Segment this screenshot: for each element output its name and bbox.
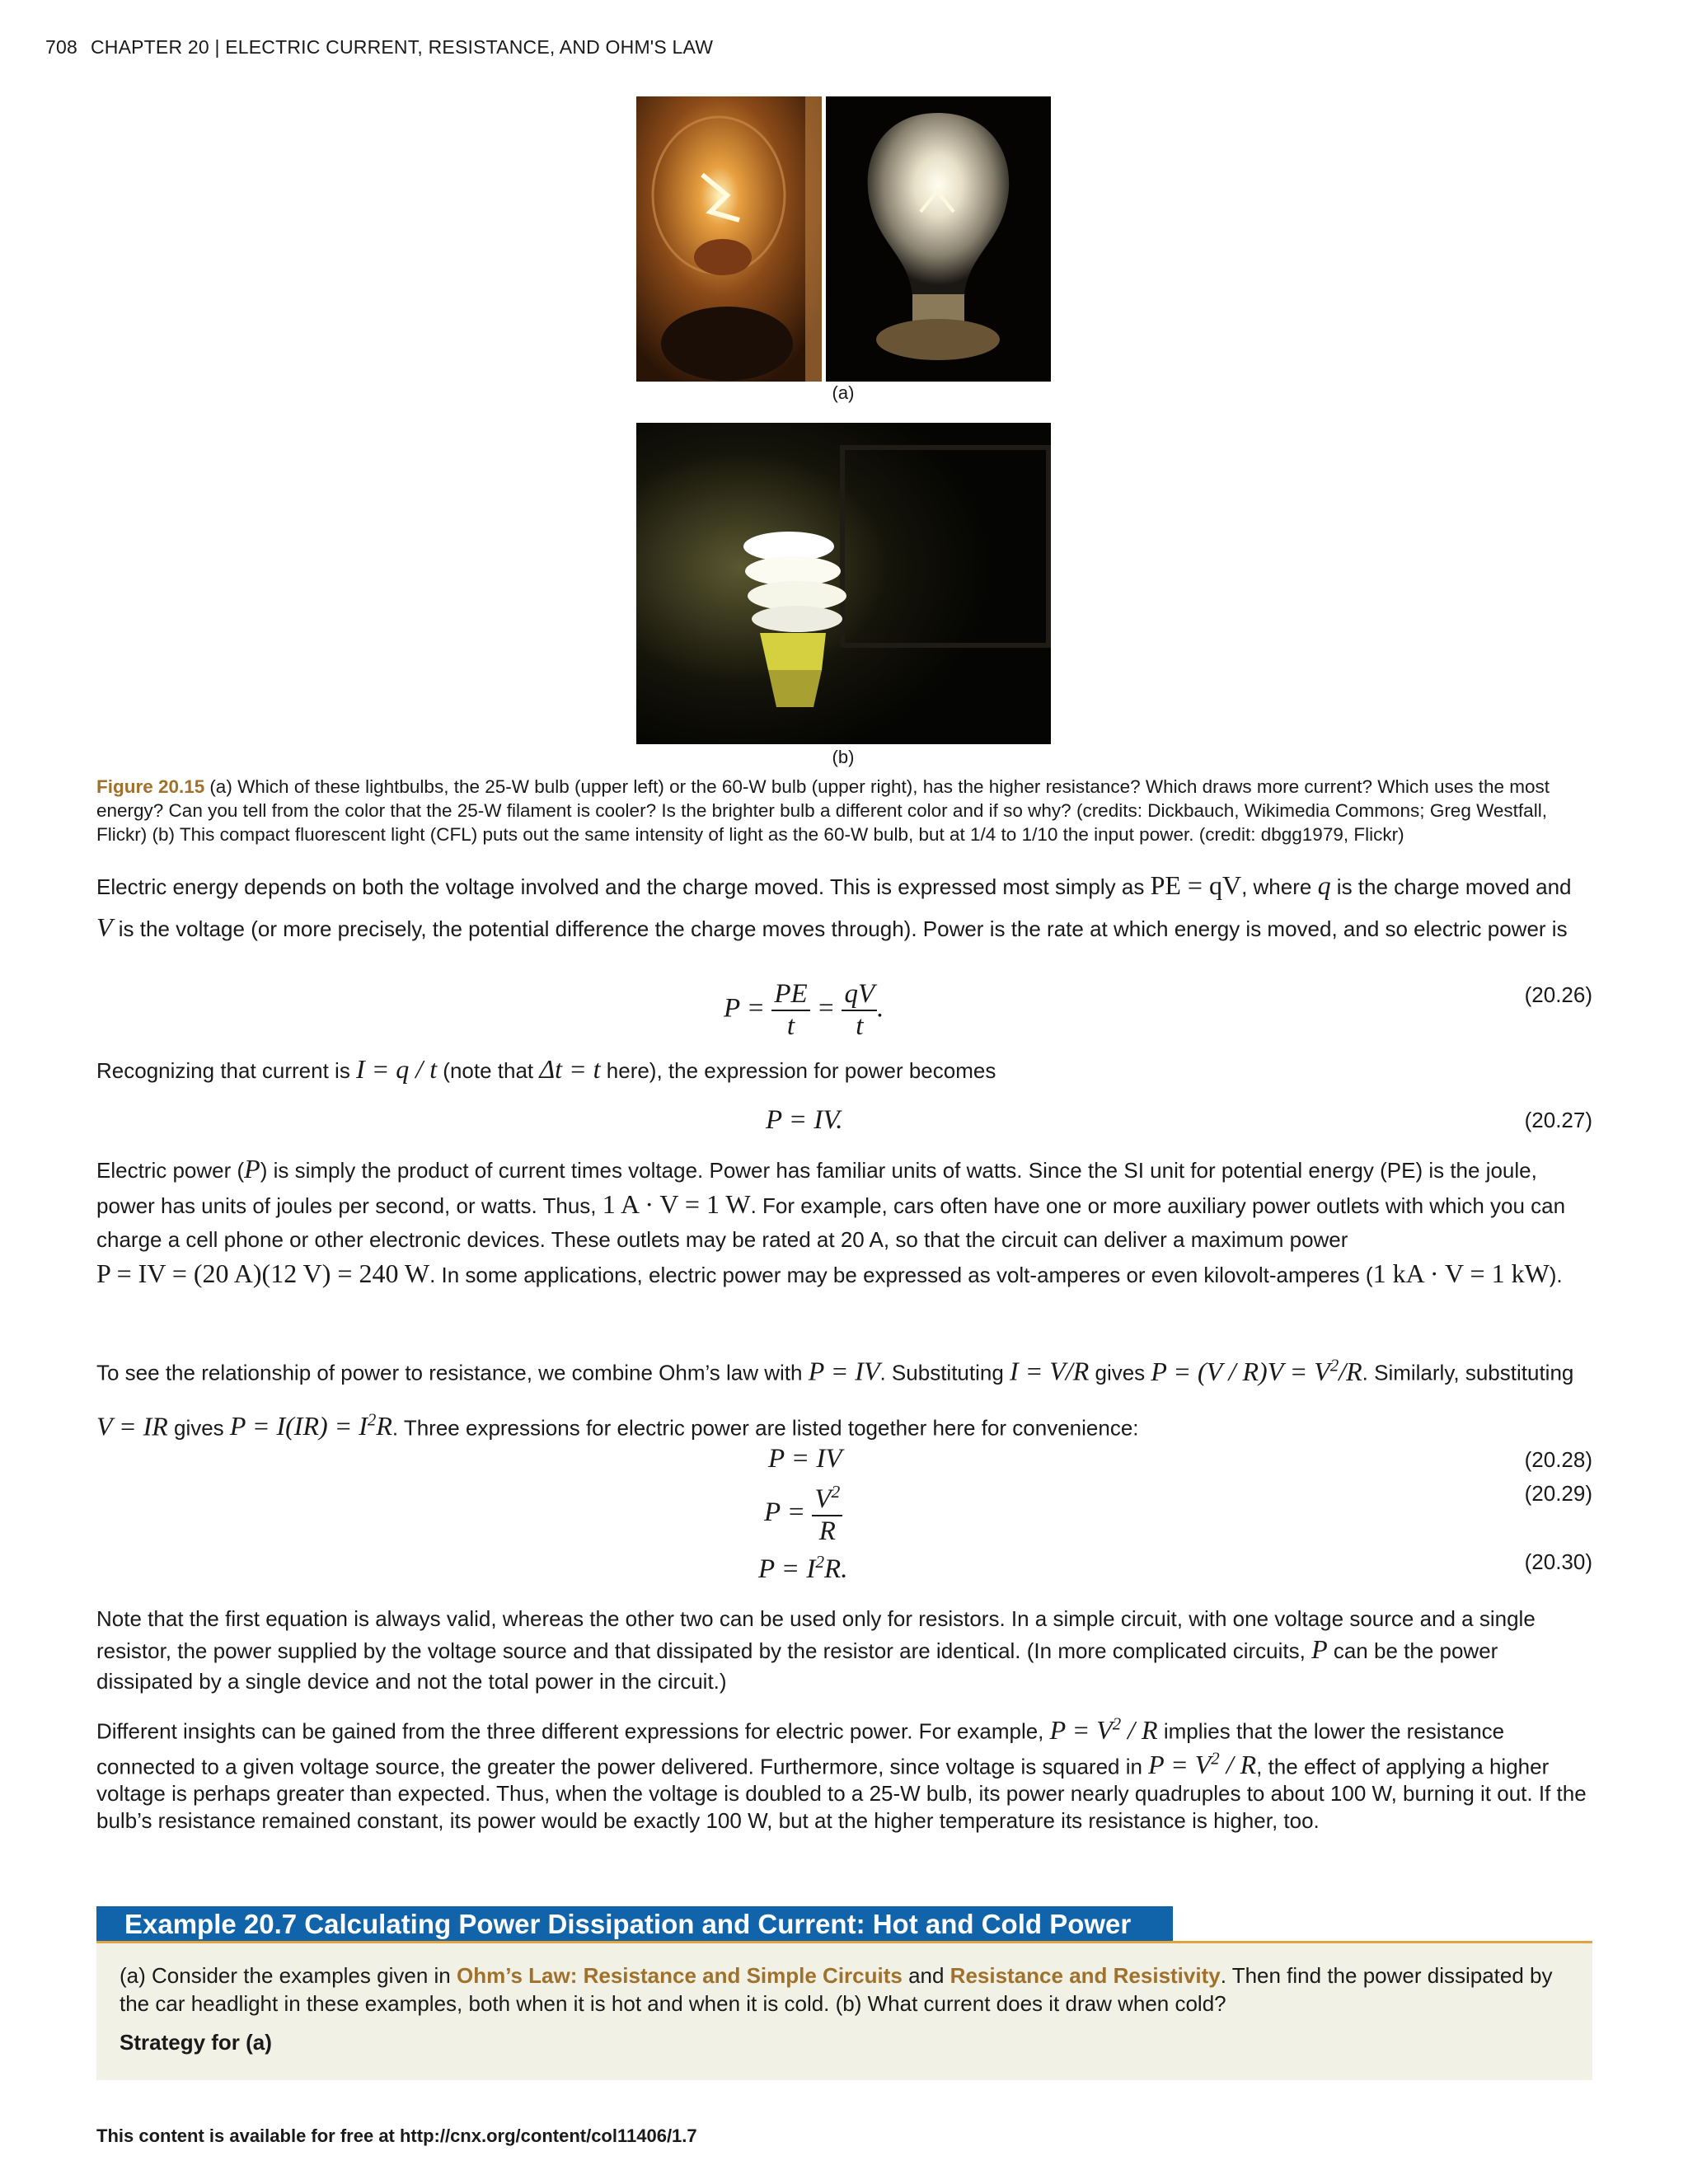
caption-text: (a) Which of these lightbulbs, the 25-W bulb (upper left) or the 60-W bulb (upper right), has the higher resistance? Which draws more current? Which uses the most energy? Can you tell from the color that the 25-W filament is cooler? Is the brighter bulb a different color and if so why? (credits: Dickbauch, Wikimedia Commons; Greg Westfall, Flickr) (b) This compact fluorescent light (CFL) puts out the same intensity of light as the 60-W bulb, but at 1/4 to 1/10 the input power. (credit: dbgg1979, Flickr) [96,776,1550,845]
equation-20-29: P = $\frac{V^2}{R}$ [764,1483,842,1545]
math-delta-t: Δt = t [539,1054,601,1084]
math-pe-qv: PE = qV [1150,870,1242,900]
photo-cfl-bulb [636,423,1051,744]
equation-20-30: $P = I^2R$. [758,1552,848,1584]
equation-number-20-28: (20.28) [1524,1447,1592,1472]
paragraph-note: Note that the first equation is always valid, whereas the other two can be used only for resistors. In a simple circuit, with one voltage source and a single resistor, the power supplied by the voltage source and that dissipated by the resistor are identical. (In more complicated circuits, P can be the power dissipated by a single device and not the total power in the circuit.) [96,1606,1536,1694]
equation-20-26: P = $\frac{PE}{t}$ = $\frac{qV}{t}$ . [724,979,884,1041]
equation-20-27: P = IV. [766,1105,843,1135]
paragraph-energy: Electric energy depends on both the voltage involved and the charge moved. This is expressed most simply as PE = qV, where q is the charge moved and V is the voltage (or more precisely, the potential difference the charge moves through). Power is the rate at which energy is moved, and so electric power is [96,870,1572,942]
figure-number: Figure 20.15 [96,776,205,797]
figure-label-b: (b) [832,747,855,767]
equation-number-20-26: (20.26) [1524,982,1592,1007]
figure-caption [96,775,1592,846]
strategy-heading: Strategy for (a) [120,2030,272,2055]
running-header [45,36,713,59]
equation-number-20-29: (20.29) [1524,1481,1592,1506]
paragraph-electric-power: Electric power (P) is simply the product of current times voltage. Power has familiar units of watts. Since the SI unit for potential energy (PE) is the joule, power has units of joules per second, or watts. Thus, 1 A · V = 1 W. For example, cars often have one or more auxiliary power outlets with which you can charge a cell phone or other electronic devices. These outlets may be rated at 20 A, so that the circuit can deliver a maximum power P = IV = (20 A)(12 V) = 240 W. In some applications, electric power may be expressed as volt-amperes or even kilovolt-amperes (1 kA · V = 1 kW). [96,1154,1566,1288]
math-v: V [96,912,113,942]
math-1av-1w: 1 A · V = 1 W [602,1189,751,1219]
equation-20-28: P = IV [768,1444,842,1474]
math-1kav-1kw: 1 kA · V = 1 kW [1372,1258,1550,1288]
equation-number-20-27: (20.27) [1524,1108,1592,1132]
math-q: q [1317,870,1331,900]
footer-note: This content is available for free at http://cnx.org/content/col11406/1.7 [96,2125,697,2146]
photo-25w-bulb [636,96,822,382]
example-title: Example 20.7 Calculating Power Dissipation and Current: Hot and Cold Power [96,1906,1173,1943]
link-ohms-law[interactable]: Ohm’s Law: Resistance and Simple Circuits [456,1963,903,1988]
example-problem: (a) Consider the examples given in Ohm’s Law: Resistance and Simple Circuits and Resistance and Resistivity. Then find the power dissipated by the car headlight in these examples, both when it is hot and when it is cold. (b) What current does it draw when cold? [120,1963,1553,2016]
link-resistance-resistivity[interactable]: Resistance and Resistivity [950,1963,1221,1988]
photo-60w-bulb [826,96,1051,382]
math-240w: P = IV = (20 A)(12 V) = 240 W [96,1258,430,1288]
figure-label-a: (a) [832,382,855,403]
chapter-title: CHAPTER 20 | ELECTRIC CURRENT, RESISTANCE, AND OHM'S LAW [90,36,714,58]
math-i-q-t: I = q / t [356,1054,438,1084]
paragraph-resistance: To see the relationship of power to resistance, we combine Ohm’s law with P = IV. Substituting I = V/R gives $P = (V / R)V = V^2/R$. Similarly, substituting V = IR gives $P = I(IR) = I^2R$. Three expressions for electric power are listed together here for convenience: [96,1356,1574,1441]
paragraph-current: Recognizing that current is I = q / t (note that Δt = t here), the expression for power becomes [96,1054,996,1084]
page-number: 708 [45,36,77,58]
equation-number-20-30: (20.30) [1524,1549,1592,1574]
paragraph-insights: Different insights can be gained from the three different expressions for electric power. For example, $P = V^2 / R$ implies that the lower the resistance connected to a given voltage source, the greater the power delivered. Furthermore, since voltage is squared in $P = V^2 / R$, the effect of applying a higher voltage is perhaps greater than expected. Thus, when the voltage is doubled to a 25-W bulb, its power nearly quadruples to about 100 W, burning it out. If the bulb’s resistance remained constant, its power would be exactly 100 W, but at the higher temperature its resistance is higher, too. [96,1714,1587,1834]
